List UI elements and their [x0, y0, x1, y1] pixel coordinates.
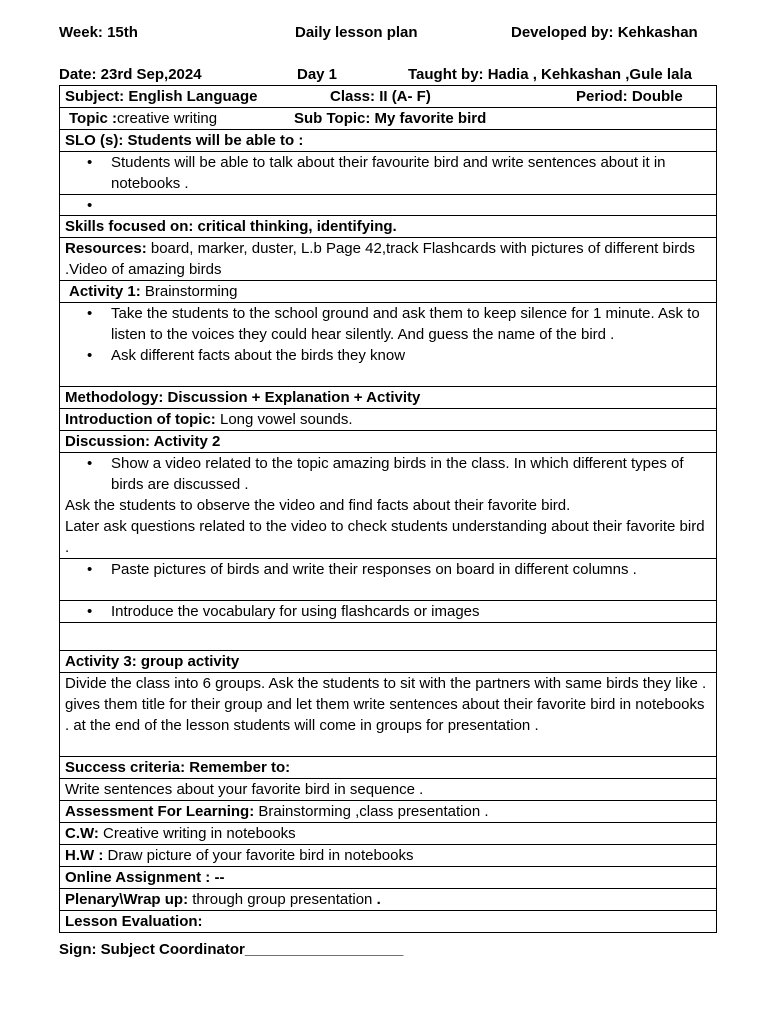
topic-value: creative writing: [117, 110, 218, 127]
subject-cell: Subject: English Language: [65, 88, 258, 105]
activity1-bullets-row: [60, 303, 717, 387]
afl-label: Assessment For Learning:: [65, 803, 255, 820]
plenary-row: [60, 889, 717, 911]
discussion-bullet-3-row: [60, 601, 717, 623]
cw-label: C.W:: [65, 825, 99, 842]
intro-row: [60, 409, 717, 431]
online-row: [60, 867, 717, 889]
success-heading-row: [60, 757, 717, 779]
methodology-row: [60, 387, 717, 409]
class-cell: Class: II (A- F): [330, 88, 431, 105]
online-cell: Online Assignment : --: [60, 867, 717, 889]
cw-value: Creative writing in notebooks: [98, 825, 296, 842]
skills-row: [60, 216, 717, 238]
resources-row: [60, 238, 717, 281]
hw-label: H.W :: [65, 847, 104, 864]
resources-value: board, marker, duster, L.b Page 42,track Flashcards with pictures of different birds .Video of amazing birds: [65, 240, 696, 278]
hw-row: [60, 845, 717, 867]
slo-heading: SLO (s): Students will be able to :: [60, 130, 717, 152]
taught-by: Taught by: Hadia , Kehkashan ,Gule lala: [408, 66, 692, 83]
period-cell: Period: Double: [576, 88, 683, 105]
date-label: Date: 23rd Sep,2024: [59, 66, 202, 83]
day-label: Day 1: [297, 66, 338, 83]
plenary-dot: .: [376, 891, 381, 908]
intro-value: Long vowel sounds.: [215, 411, 353, 428]
evaluation-cell: Lesson Evaluation:: [60, 911, 717, 933]
evaluation-row: [60, 911, 717, 933]
plenary-label: Plenary\Wrap up:: [65, 891, 189, 908]
activity3-text: Divide the class into 6 groups. Ask the students to sit with the partners with same birds they like . gives them title for their group and let them write sentences about their favorite bird in notebooks . at the end of the lesson students will come in groups for presentation .: [60, 673, 717, 757]
lesson-plan-table: [59, 85, 717, 933]
discussion-bullet-3: • Introduce the vocabulary for using flashcards or images: [65, 601, 711, 622]
activity3-cell: Activity 3: group activity: [60, 651, 717, 673]
discussion-body-row: [60, 453, 717, 559]
discussion-row: [60, 431, 717, 453]
subtopic-cell: Sub Topic: My favorite bird: [294, 110, 487, 127]
activity3-text-row: [60, 673, 717, 757]
discussion-text-2: Later ask questions related to the video to check students understanding about their favorite bird .: [65, 518, 705, 556]
hw-value: Draw picture of your favorite bird in notebooks: [103, 847, 414, 864]
subject-row: [60, 86, 717, 108]
afl-row: [60, 801, 717, 823]
discussion-cell: Discussion: Activity 2: [60, 431, 717, 453]
topic-row: [60, 108, 717, 130]
skills-cell: Skills focused on: critical thinking, identifying.: [60, 216, 717, 238]
document-title: Daily lesson plan: [295, 24, 418, 41]
activity1-bullet-1: • Take the students to the school ground and ask them to keep silence for 1 minute. Ask to listen to the voices they could hear silently. And guess the name of the bird .: [65, 303, 711, 345]
afl-value: Brainstorming ,class presentation .: [254, 803, 489, 820]
discussion-text-1: Ask the students to observe the video and find facts about their favorite bird.: [65, 497, 571, 514]
discussion-bullet-1: • Show a video related to the topic amazing birds in the class. In which different types of birds are discussed .: [65, 453, 711, 495]
success-text: Write sentences about your favorite bird in sequence .: [60, 779, 717, 801]
success-text-row: [60, 779, 717, 801]
activity1-bullet-2: • Ask different facts about the birds they know: [65, 345, 711, 366]
activity1-row: [60, 281, 717, 303]
activity3-row: [60, 651, 717, 673]
methodology-cell: Methodology: Discussion + Explanation + Activity: [60, 387, 717, 409]
slo-empty-bullet-row: [60, 195, 717, 216]
plenary-value: through group presentation: [188, 891, 377, 908]
activity1-value: Brainstorming: [140, 283, 238, 300]
discussion-bullet-2: • Paste pictures of birds and write their responses on board in different columns .: [65, 559, 711, 580]
activity1-label: Activity 1:: [69, 283, 141, 300]
week-label: Week: 15th: [59, 24, 138, 41]
resources-label: Resources:: [65, 240, 147, 257]
slo-heading-row: [60, 130, 717, 152]
empty-row: [60, 623, 717, 651]
developed-by: Developed by: Kehkashan: [511, 24, 698, 41]
cw-row: [60, 823, 717, 845]
discussion-bullet-2-row: [60, 559, 717, 601]
intro-label: Introduction of topic:: [65, 411, 216, 428]
topic-label: Topic :: [69, 110, 118, 127]
coordinator-signature-line: Sign: Subject Coordinator___________________: [59, 941, 404, 958]
success-heading: Success criteria: Remember to:: [60, 757, 717, 779]
slo-bullet-row: [60, 152, 717, 195]
slo-bullet: • Students will be able to talk about their favourite bird and write sentences about it in notebooks .: [65, 152, 711, 194]
